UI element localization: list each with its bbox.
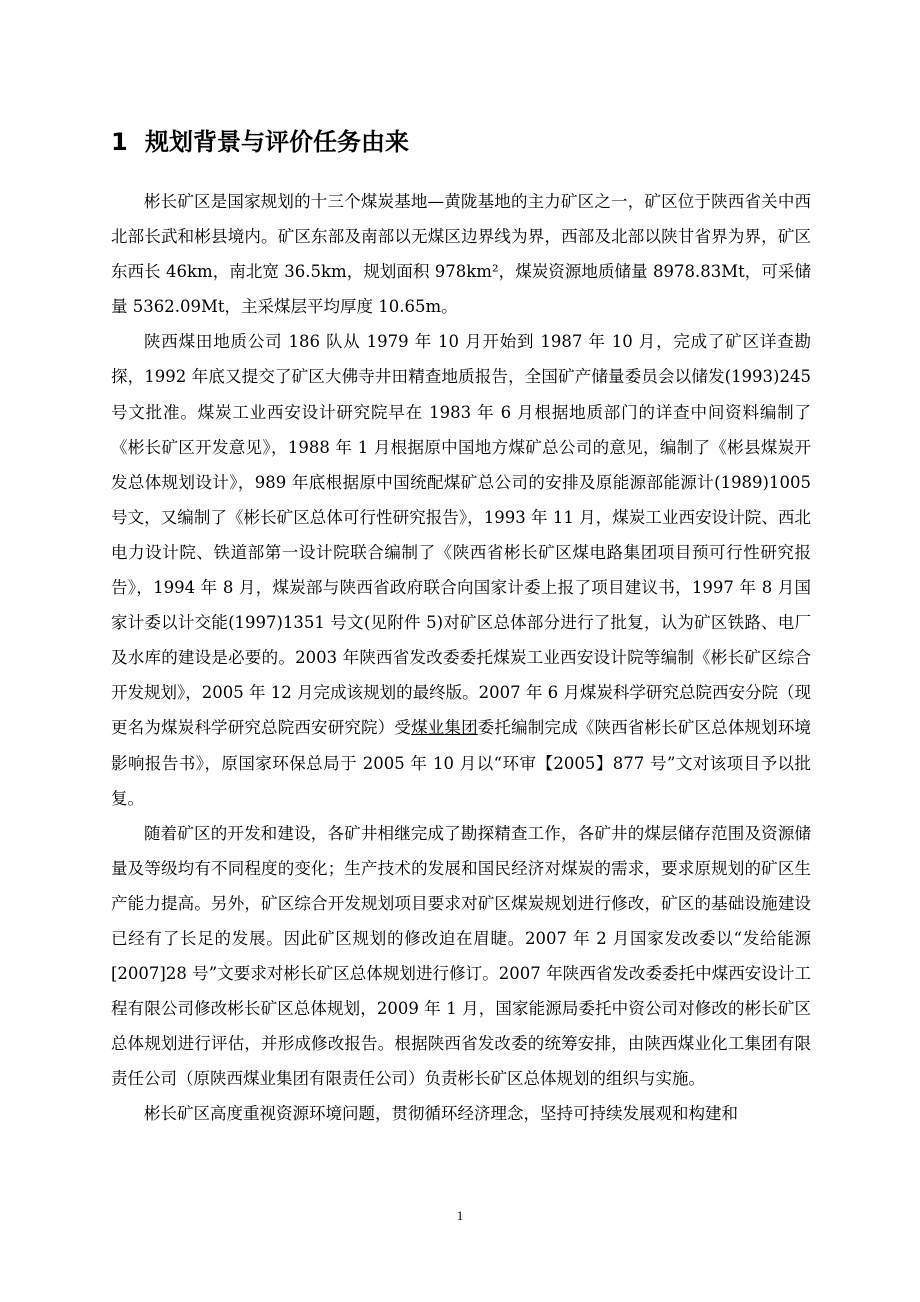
paragraph-overview: 彬长矿区是国家规划的十三个煤炭基地—黄陇基地的主力矿区之一，矿区位于陕西省关中西北部长武和彬县境内。矿区东部及南部以无煤区边界线为界，西部及北部以陕甘省界为界，矿区东西长 46km，南北宽 36.5km，规划面积 978km²，煤炭资源地质储量 8978.83Mt，可采储量 5362.09Mt，主采煤层平均厚度 10.65m。 [111, 192, 811, 317]
section-title: 规划背景与评价任务由来 [145, 128, 409, 156]
section-number: 1 [111, 128, 128, 156]
paragraph-environment: 彬长矿区高度重视资源环境问题，贯彻循环经济理念，坚持可持续发展观和构建和 [144, 1104, 738, 1124]
history-text-end: 委托编制完成《陕西省彬长矿区总体规划环境影响报告书》，原国家环保总局于 2005 年 10 月以“环审【2005】877 号”文对该项目予以批复。 [111, 718, 812, 808]
body-text [111, 184, 811, 1132]
paragraph-history [111, 324, 811, 815]
history-text-start: 陕西煤田地质公司 186 队从 1979 年 10 月开始到 1987 年 10 月，完成了矿区详查勘探，1992 年底又提交了矿区大佛寺井田精查地质报告，全国矿产储量委员会以储发(1993)245 号文批准。煤炭工业西安设计研究院早在 1983 年 6 月根据地质部门的详查中间资料编制了《彬长矿区开发意见》，1988 年 1 月根据原中国地方煤矿总公司的意见，编制了《彬县煤炭开发总体规划设计》，989 年底根据原中国统配煤矿总公司的安排及原能源部能源计(1989)1005 号文，又编制了《彬长矿区总体可行性研究报告》，1993 年 11 月，煤炭工业西安设计院、西北电力设计院、铁道部第一设计院联合编制了《陕西省彬长矿区煤电路集团项目预可行性研究报告》，1994 年 8 月，煤炭部与陕西省政府联合向国家计委上报了项目建议书，1997 年 8 月国家计委以计交能(1997)1351 号文(见附件 5)对矿区总体部分进行了批复，认为矿区铁路、电厂及水库的建设是必要的。2003 年陕西省发改委委托煤炭工业西安设计院等编制《彬长矿区综合开发规划》，2005 年 12 月完成该规划的最终版。2007 年 6 月煤炭科学研究总院西安分院（现更名为煤炭科学研究总院西安研究院）受 [111, 332, 811, 738]
paragraph-revision: 随着矿区的开发和建设，各矿井相继完成了勘探精查工作，各矿井的煤层储存范围及资源储量及等级均有不同程度的变化；生产技术的发展和国民经济对煤炭的需求，要求原规划的矿区生产能力提高。另外，矿区综合开发规划项目要求对矿区煤炭规划进行修改，矿区的基础设施建设已经有了长足的发展。因此矿区规划的修改迫在眉睫。2007 年 2 月国家发改委以“发给能源[2007]28 号”文要求对彬长矿区总体规划进行修订。2007 年陕西省发改委委托中煤西安设计工程有限公司修改彬长矿区总体规划，2009 年 1 月，国家能源局委托中资公司对修改的彬长矿区总体规划进行评估，并形成修改报告。根据陕西省发改委的统筹安排，由陕西煤业化工集团有限责任公司（原陕西煤业集团有限责任公司）负责彬长矿区总体规划的组织与实施。 [111, 823, 811, 1089]
coal-group-link[interactable]: 煤业集团 [411, 718, 478, 738]
section-heading [111, 122, 409, 162]
page-number: 1 [456, 1208, 464, 1223]
